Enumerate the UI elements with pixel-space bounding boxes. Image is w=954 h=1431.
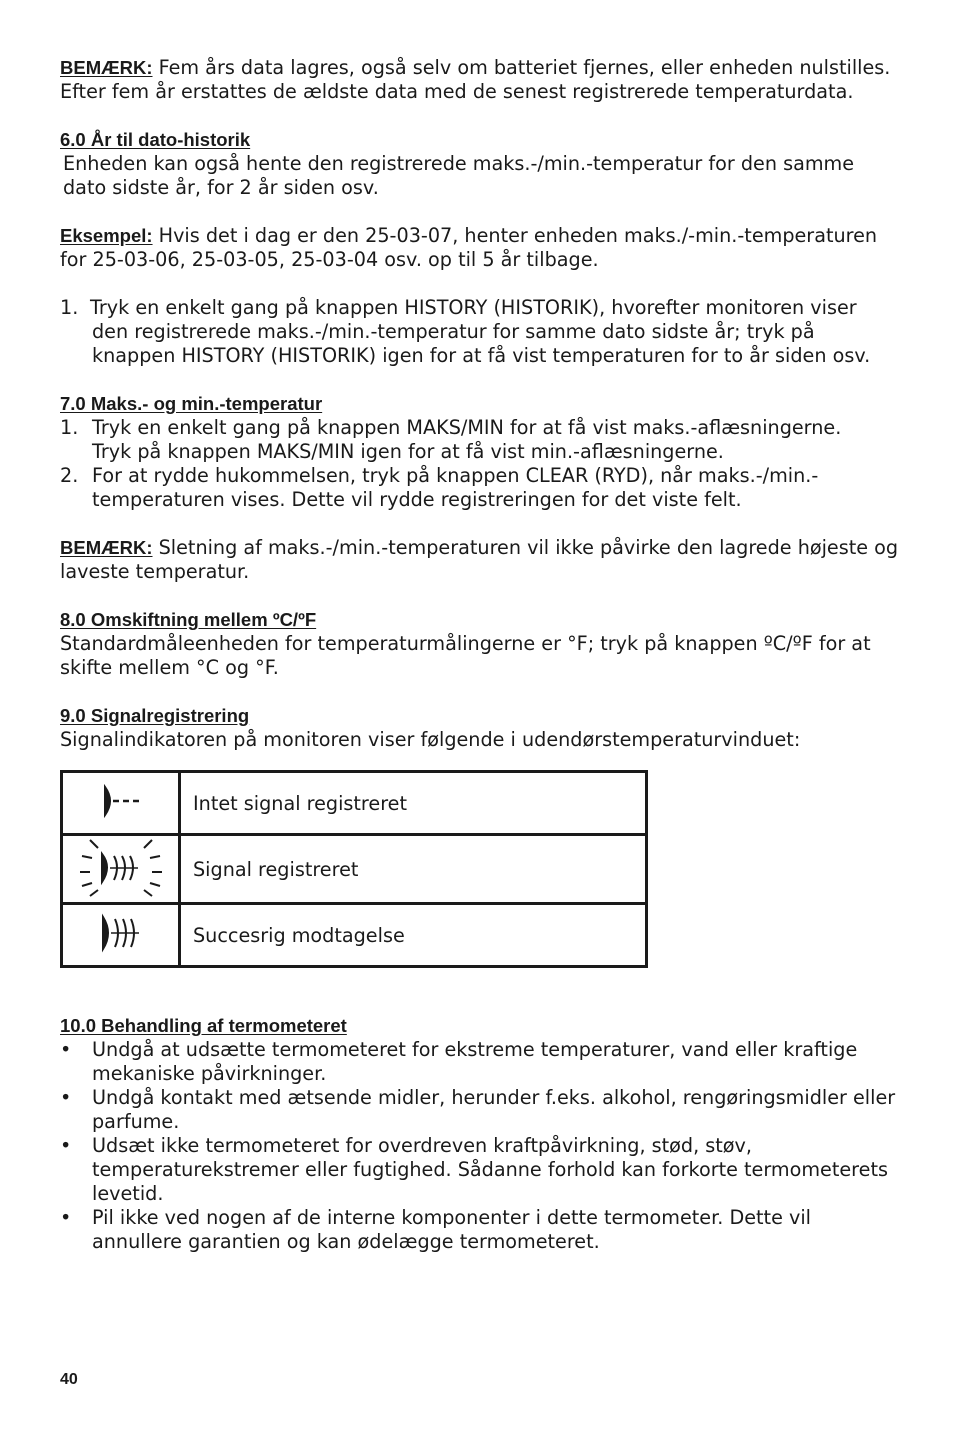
list-item: • Undgå kontakt med ætsende midler, herunder f.eks. alkohol, rengøringsmidler eller parfume. — [60, 1086, 896, 1133]
section-10-heading: 10.0 Behandling af termometeret — [60, 1015, 347, 1036]
list-item: 1. Tryk en enkelt gang på knappen HISTORY (HISTORIK), hvorefter monitoren viser den registrerede maks.-/min.-temperatur for samme dato sidste år; tryk på knappen HISTORY (HISTORIK) igen for at få vist temperaturen for to år siden osv. — [60, 296, 871, 367]
note-paragraph: BEMÆRK: Fem års data lagres, også selv om batteriet fjernes, eller enheden nulstilles. — [60, 56, 891, 79]
signal-description: Signal registreret — [180, 835, 647, 904]
table-row — [62, 772, 647, 835]
list-item: • Undgå at udsætte termometeret for ekstreme temperaturer, vand eller kraftige mekaniske påvirkninger. — [60, 1038, 858, 1085]
signal-table — [60, 770, 648, 968]
signal-received-icon — [62, 904, 180, 967]
section-8-heading: 8.0 Omskiftning mellem ºC/ºF — [60, 609, 317, 630]
list-item: • Pil ikke ved nogen af de interne komponenter i dette termometer. Dette vil annullere garantien og kan ødelægge termometeret. — [60, 1206, 811, 1253]
table-row — [62, 835, 647, 904]
table-row — [62, 904, 647, 967]
maxmin-steps — [60, 416, 900, 512]
section-7-heading: 7.0 Maks.- og min.-temperatur — [60, 393, 323, 414]
list-item: 1. Tryk en enkelt gang på knappen MAKS/MIN for at få vist maks.-aflæsningerne. Tryk på knappen MAKS/MIN igen for at få vist min.-aflæsningerne. — [60, 416, 842, 463]
signal-description: Intet signal registreret — [180, 772, 647, 835]
signal-description: Succesrig modtagelse — [180, 904, 647, 967]
example-label: Eksempel: — [60, 225, 153, 246]
section-9-heading: 9.0 Signalregistrering — [60, 705, 250, 726]
manual-page: BEMÆRK: Fem års data lagres, også selv om batteriet fjernes, eller enheden nulstilles. Efter fem år erstattes de ældste data med de senest registrerede temperaturdata. 6.0 År til dato-historik Enheden kan også hente den registrerede maks.-/min.-temperatur for den samme dato sidste år, for 2 år siden osv. Eksempel: Hvis det i dag er den 25-03-07, henter enheden maks./-min.-temperaturen for 25-03-06, 25-03-05, 25-03-04 osv. op til 5 år tilbage. 1. Tryk en enkelt gang på knappen HISTORY (HISTORIK), hvorefter monitoren viser den registrerede maks.-/min.-temperatur for samme dato sidste år; tryk på knappen HISTORY (HISTORIK) igen for at få vist temperaturen for to år siden osv. 7.0 Maks.- og min.-temperatur 1. Tryk en enkelt gang på knappen MAKS/MIN for at få vist maks.-aflæsningerne. Tryk på knappen MAKS/MIN igen for at få vist min.-aflæsningerne. 2. For at rydde hukommelsen, tryk på knappen CLEAR (RYD), når maks.-/min.- temperaturen vises. Dette vil rydde registreringen for det viste felt. BEMÆRK: Sletning af maks.-/min.-temperaturen vil ikke påvirke den lagrede højeste og laveste temperatur. 8.0 Omskiftning mellem ºC/ºF Standardmåleenheden for temperaturmålingerne er °F; tryk på knappen ºC/ºF for at skifte mellem °C og °F. 9.0 Signalregistrering Signalindikatoren på monitoren viser følgende i udendørstemperaturvinduet: Intet signal registreret Signal registreret Succesrig modtagelse 10.0 Behandling af termometeret • Undgå at udsætte termometeret for ekstreme temperaturer, vand eller kraftige mekaniske påvirkninger. • Undgå kontakt med ætsende midler, herunder f.eks. alkohol, rengøringsmidler eller parfume. • Udsæt ikke termometeret for overdreven kraftpåvirkning, stød, støv, temperaturekstremer eller fugtighed. Sådanne forhold kan forkorte termometerets levetid. • Pil ikke ved nogen af de interne komponenter i dette termometer. Dette vil annullere garantien og kan ødelægge termometeret. — [60, 56, 899, 1253]
note-label: BEMÆRK: — [60, 57, 153, 78]
no-signal-icon — [62, 772, 180, 835]
note-label: BEMÆRK: — [60, 537, 153, 558]
care-list — [60, 1038, 900, 1254]
signal-searching-icon — [62, 835, 180, 904]
history-steps — [60, 296, 900, 368]
page-number: 40 — [60, 1371, 78, 1388]
example-paragraph: Eksempel: Hvis det i dag er den 25-03-07, henter enheden maks./-min.-temperaturen — [60, 224, 878, 247]
list-item: 2. For at rydde hukommelsen, tryk på knappen CLEAR (RYD), når maks.-/min.- temperaturen vises. Dette vil rydde registreringen for det viste felt. — [60, 464, 819, 511]
list-item: • Udsæt ikke termometeret for overdreven kraftpåvirkning, stød, støv, temperaturekstremer eller fugtighed. Sådanne forhold kan forkorte termometerets levetid. — [60, 1134, 888, 1205]
section-6-heading: 6.0 År til dato-historik — [60, 129, 251, 150]
note-paragraph: BEMÆRK: Sletning af maks.-/min.-temperaturen vil ikke påvirke den lagrede højeste og — [60, 536, 899, 559]
